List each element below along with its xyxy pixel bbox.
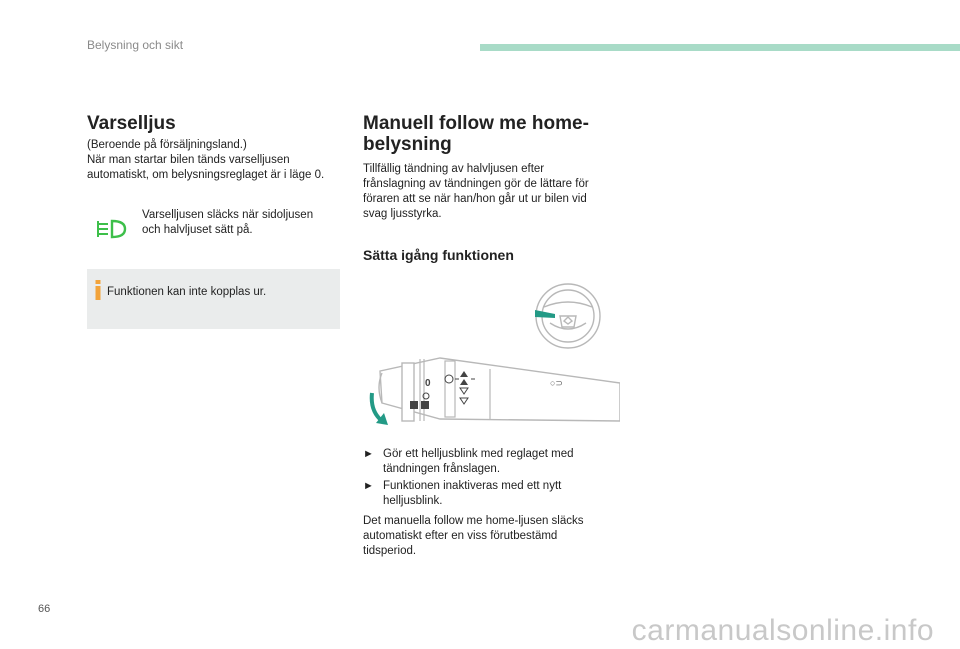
subheading-activate: Sätta igång funktionen [363,247,514,263]
info-text: Funktionen kan inte kopplas ur. [107,286,267,298]
varselljus-intro: (Beroende på försäljningsland.) När man startar bilen tänds varselljusen automatiskt, om belysningsreglaget är i läge 0. [87,139,325,181]
header-accent-bar [480,44,960,51]
heading-follow-me-line2: belysning [363,134,452,155]
bullet-icon: ► [363,448,374,460]
svg-text:○⊃: ○⊃ [550,378,563,388]
watermark: carmanualsonline.info [631,614,934,647]
page-number: 66 [38,603,51,615]
follow-me-intro: Tillfällig tändning av halvljusen efter frånslagning av tändningen gör de lättare för föraren att se när han/hon går ut ur bilen vid svag ljusstyrka. [363,163,589,220]
info-icon [94,280,102,300]
bullet-icon: ► [363,480,374,492]
svg-text:0: 0 [425,378,431,389]
section-title: Belysning och sikt [87,38,184,52]
lighting-stalk-icon [379,358,620,421]
info-panel [87,269,340,329]
heading-varselljus: Varselljus [87,113,176,134]
steering-wheel-and-lighting-stalk [360,283,620,433]
daytime-running-light-icon [95,217,131,241]
note-text: Varselljusen släcks när sidoljusen och halvljuset sätt på. [142,209,314,236]
note-panel [87,197,340,259]
follow-me-outro: Det manuella follow me home-ljusen släcks automatiskt efter en viss förutbestämd tidsperiod. [363,515,584,557]
heading-follow-me-line1: Manuell follow me home- [363,113,589,134]
